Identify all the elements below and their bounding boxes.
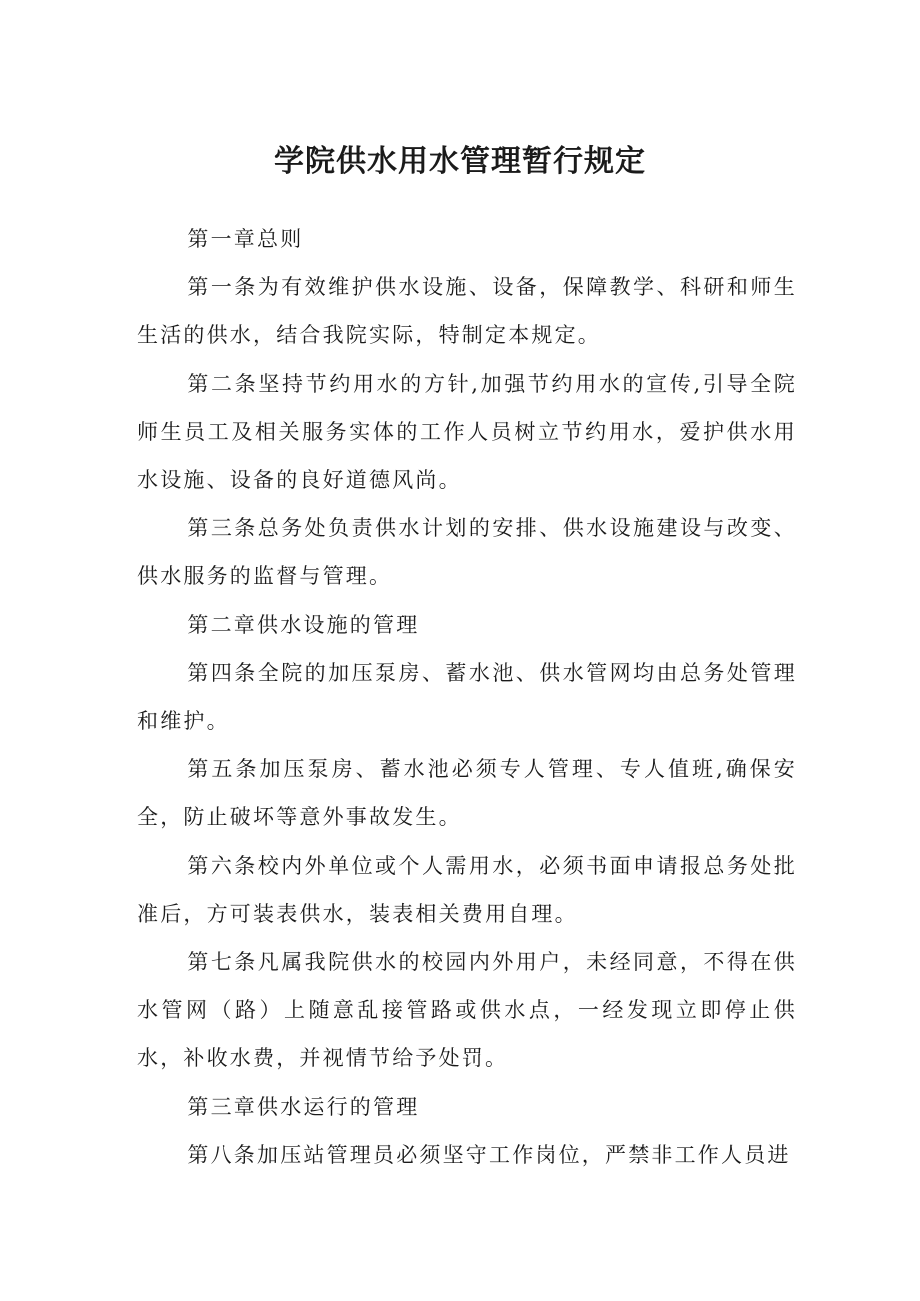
article-paragraph: 第一条为有效维护供水设施、设备，保障教学、科研和师生生活的供水，结合我院实际，特制定本规定。 bbox=[137, 275, 797, 348]
document-title: 学院供水用水管理暂行规定 bbox=[274, 144, 646, 179]
article-paragraph: 第八条加压站管理员必须坚守工作岗位，严禁非工作人员进 bbox=[187, 1142, 791, 1167]
article-paragraph: 第二条坚持节约用水的方针,加强节约用水的宣传,引导全院师生员工及相关服务实体的工作人员树立节约用水，爱护供水用水设施、设备的良好道德风尚。 bbox=[137, 371, 797, 493]
article-paragraph: 第六条校内外单位或个人需用水，必须书面申请报总务处批准后，方可装表供水，装表相关费用自理。 bbox=[137, 853, 797, 926]
chapter-heading: 第一章总则 bbox=[187, 227, 304, 251]
article-paragraph: 第四条全院的加压泵房、蓄水池、供水管网均由总务处管理和维护。 bbox=[137, 660, 797, 734]
chapter-heading: 第三章供水运行的管理 bbox=[187, 1094, 420, 1119]
article-paragraph: 第五条加压泵房、蓄水池必须专人管理、专人值班,确保安全，防止破坏等意外事故发生。 bbox=[137, 757, 797, 830]
document-body bbox=[137, 215, 797, 1179]
article-paragraph: 第七条凡属我院供水的校园内外用户，未经同意，不得在供水管网（路）上随意乱接管路或供水点，一经发现立即停止供水，补收水费，并视情节给予处罚。 bbox=[137, 950, 797, 1071]
article-paragraph: 第三条总务处负责供水计划的安排、供水设施建设与改变、供水服务的监督与管理。 bbox=[137, 516, 797, 589]
chapter-heading: 第二章供水设施的管理 bbox=[187, 612, 420, 637]
